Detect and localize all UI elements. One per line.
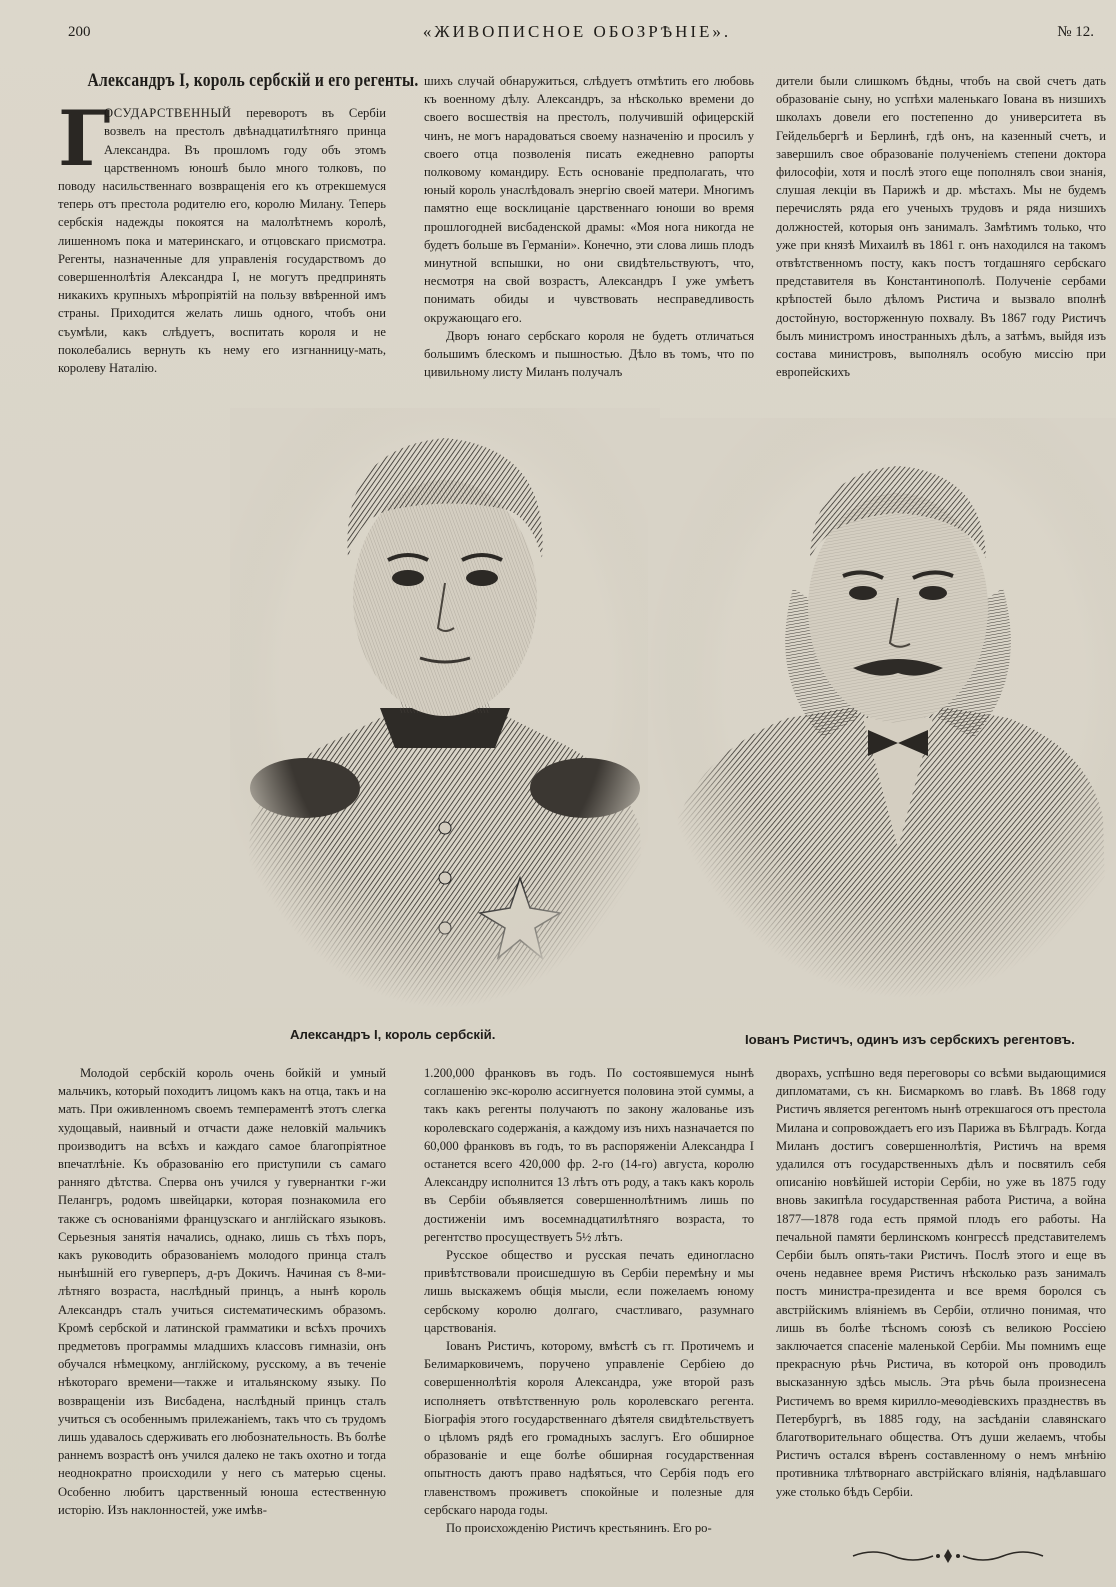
- portrait-alexander-engraving: [230, 408, 660, 1008]
- column-1-bottom: [58, 1064, 386, 1569]
- column-3-bottom: [776, 1064, 1106, 1542]
- column-3-top: [776, 72, 1106, 380]
- portraits-area: [230, 388, 1102, 1060]
- caption-ristic: Іованъ Ристичъ, одинъ изъ сербскихъ регентовъ.: [745, 1032, 1075, 1047]
- drop-cap: Г: [58, 94, 111, 184]
- paragraph: По происхожденію Ристичъ крестьянинъ. Его ро-: [446, 1521, 712, 1536]
- issue-number: № 12.: [1057, 24, 1094, 40]
- caption-alexander: Александръ I, король сербскій.: [290, 1027, 496, 1042]
- column-2-top: [424, 72, 754, 380]
- paragraph: Іованъ Ристичъ, которому, вмѣстѣ съ гг. Протичемъ и Белимарковичемъ, поручено управленіе Сербіею до совершеннолѣтія короля Александра, уже второй разъ исполняетъ отвѣтственную роль королевскаго регента. Біографія этого государственнаго дѣятеля свидѣтельствуетъ о цѣломъ рядѣ его громадныхъ заслугъ. Его обширное образованіе и еще болѣе обширная государственная опытность даютъ право надѣяться, что Сербія подъ его главенствомъ проживетъ спокойные и полезные для сербскаго народа годы.: [424, 1339, 754, 1517]
- paragraph: Молодой сербскій король очень бойкій и умный мальчикъ, который походитъ лицомъ какъ на отца, такъ и на мать. При оживленномъ своемъ темпераментѣ этотъ слегка худощавый, наивный и отчасти даже неловкій мальчикъ производитъ на всѣхъ и каждаго самое благопріятное впечатлѣніе. Къ образованію его приступили съ самаго ранняго дѣтства. Сперва онъ учился у гувернантки г-жи Пелангръ, родомъ швейцарки, которая познакомила его также съ основаніями французскаго и англійскаго языковъ. Серьезныя занятія начались, однако, лишь съ тѣхъ поръ, какъ руководить образованіемъ молодого принца сталъ нынѣшній его гуверперъ, д-ръ Докичъ. Начиная съ 8-ми-лѣтняго возраста, наслѣдный принцъ, а нынѣ король Александръ сталъ учиться систематическимъ образомъ. Кромѣ сербской и латинской грамматики и всѣхъ прочихъ предметовъ программы младшихъ классовъ гимназіи, онъ обучался нѣмецкому, англійскому, русскому, а въ теченіе нѣкотораго времени—также и итальянскому языку. По возвращеніи изъ Висбадена, наслѣдный принцъ сталъ учиться съ особеннымъ прилежаніемъ, такъ что съ трудомъ лишь удавалось сдерживать его любознательность. Въ болѣе раннемъ возрастѣ онъ учился далеко не такъ охотно и тогда неоднократно происходили у него съ матерью сцены. Особенно любитъ царственный юноша естественную исторію. Изъ наклонностей, уже имѣв-: [58, 1066, 386, 1517]
- lead-paragraph: [58, 94, 386, 377]
- page-header: [60, 18, 1094, 46]
- article-title: Александръ I, король сербскій и его регенты.: [87, 70, 419, 91]
- end-ornament: [848, 1546, 1048, 1566]
- page-number: 200: [68, 24, 91, 40]
- paragraph: дители были слишкомъ бѣдны, чтобъ на свой счетъ дать образованіе сыну, но успѣхи маленькаго Іована въ низшихъ школахъ довели его постепенно до университета въ Гейдельбергѣ и Берлинѣ, гдѣ онъ, на казенный счетъ, и завершилъ свое образованіе полученіемъ степени доктора философіи, хотя и послѣ этого еще пополнялъ свои знанія, слушая лекціи въ Парижѣ и др. мѣстахъ. Мы не будемъ перечислять ряда его ученыхъ трудовъ и ряда низшихъ должностей, которыя онъ занималъ. Замѣтимъ только, что уже при князѣ Михаилѣ въ 1861 г. онъ находился на такомъ отвѣтственномъ посту, какъ постъ тогдашняго сербскаго представителя въ Константинополѣ. Полученіе сербами крѣпостей было дѣломъ Ристича и вызвало вполнѣ достойную, восторженную похвалу. Въ 1867 году Ристичъ былъ министромъ иностранныхъ дѣлъ, а затѣмъ, выйдя изъ состава министровъ, выполнялъ особую миссію при европейскихъ: [776, 74, 1106, 380]
- column-1-top: [58, 70, 419, 376]
- paragraph: Русское общество и русская печать единогласно привѣтствовали происшедшую въ Сербіи перемѣну и мы лишь выскажемъ общія мысли, если пожелаемъ юному сербскому королю долгаго, счастливаго, разумнаго царствованія.: [424, 1248, 754, 1335]
- portrait-ristic-engraving: [648, 418, 1116, 998]
- column-2-bottom: [424, 1064, 754, 1569]
- journal-title: «ЖИВОПИСНОЕ ОБОЗРѢНІЕ».: [422, 22, 732, 41]
- paragraph: дворахъ, успѣшно ведя переговоры со всѣми выдающимися дипломатами, съ кн. Бисмаркомъ во главѣ. Въ 1868 году Ристичъ является регентомъ нынѣ отрекшагося отъ престола Милана и сопровождаетъ его изъ Парижа въ Бѣлградъ. Когда Миланъ достигъ совершеннолѣтія, Ристичъ на время удалился отъ государственныхъ дѣлъ и посвятилъ себя описанію новѣйшей исторіи Сербіи, но уже въ 1875 году вновь закипѣла государственная работа Ристича, а война 1877—1878 года есть прямой плодъ его работы. На печальной памяти берлинскомъ конгрессѣ представителемъ Сербіи былъ опять-таки Ристичъ. Послѣ этого и еще въ очень недавнее время Ристичъ нѣсколько разъ занималъ постъ министра-президента и все время боролся съ австрійскимъ вліяніемъ въ Сербіи, отлично понимая, что лишь въ болѣе тѣсномъ союзѣ съ великою Россіею заключается спасеніе маленькой Сербіи. Мы помнимъ еще прекрасную рѣчь Ристича, въ которой онъ проводилъ высказанную здѣсь мысль. Эта рѣчь была произнесена Ристичемъ во время кирилло-меѳодіевскихъ празднествъ въ Петербургѣ, въ 1885 году, на засѣданіи славянскаго благотворительнаго общества. Отъ души желаемъ, чтобы Ристичъ остался вѣренъ составленному о немъ мнѣнію противника тлѣтворнаго австрійскаго вліянія, надѣлавшаго уже столько бѣдъ Сербіи.: [776, 1066, 1106, 1499]
- lead-word: ОСУДАРСТВЕННЫЙ: [104, 106, 232, 121]
- paragraph: Дворъ юнаго сербскаго короля не будетъ отличаться большимъ блескомъ и пышностью. Дѣло въ томъ, что по цивильному листу Миланъ получалъ: [424, 328, 754, 380]
- lead-text: переворотъ въ Сербіи возвелъ на престолъ двѣнадцатилѣтняго принца Александра. Въ прошломъ году объ этомъ царственномъ юношѣ было много толковъ, по поводу насильственнаго возвращенія его къ отрекшемуся теперь отъ престола родителю его, королю Милану. Теперь сербскія надежды покоятся на малолѣтнемъ королѣ, лишенномъ пока и материнскаго, и отцовскаго присмотра. Регенты, назначенные для управленія государствомъ до совершеннолѣтія Александра I, не могутъ предпринять никакихъ крупныхъ мѣропріятій на пользу ввѣренной имъ страны. Приходится желать лишь одного, чтобъ они съумѣли, какъ слѣдуетъ, воспитать короля и не поколебались вернуть къ нему его изгнанницу-мать, королеву Наталію.: [58, 106, 386, 376]
- paragraph: 1.200,000 франковъ въ годъ. По состоявшемуся нынѣ соглашенію экс-королю ассигнуется половина этой суммы, а такъ какъ регенты получаютъ по закону жалованье изъ королевскаго содержанія, а каждому изъ нихъ назначается по 60,000 франковъ въ годъ, то въ распоряженіи Александра I останется всего 420,000 фр. 2-го (14-го) августа, королю Александру исполнится 13 лѣтъ отъ роду, а такъ какъ король въ Сербіи объявляется совершеннолѣтнимъ лишь по достиженіи имъ восемнадцатилѣтняго возраста, то регентство просуществуетъ 5½ лѣтъ.: [424, 1066, 754, 1244]
- paragraph: шихъ случай обнаружиться, слѣдуетъ отмѣтить его любовь къ военному дѣлу. Александръ, за нѣсколько времени до своего восшествія на престолъ, получившій офицерскій чинъ, не могъ нарадоваться своему назначенію и просилъ у своего отца позволенія писать ежедневно рапорты полковому командиру. Есть основаніе предполагать, что юный король унаслѣдовалъ энергію своей матери. Многимъ памятно еще восклицаніе царственнаго юноши во время прошлогодней висбаденской драмы: «Моя нога никогда не будетъ больше въ Германіи». Конечно, эти слова лишь плодъ минутной вспышки, но они свидѣтельствуютъ, что, несмотря на свой возрастъ, Александръ I уже умѣетъ понимать обиды и чувствовать несправедливость окружающаго его.: [424, 74, 754, 325]
